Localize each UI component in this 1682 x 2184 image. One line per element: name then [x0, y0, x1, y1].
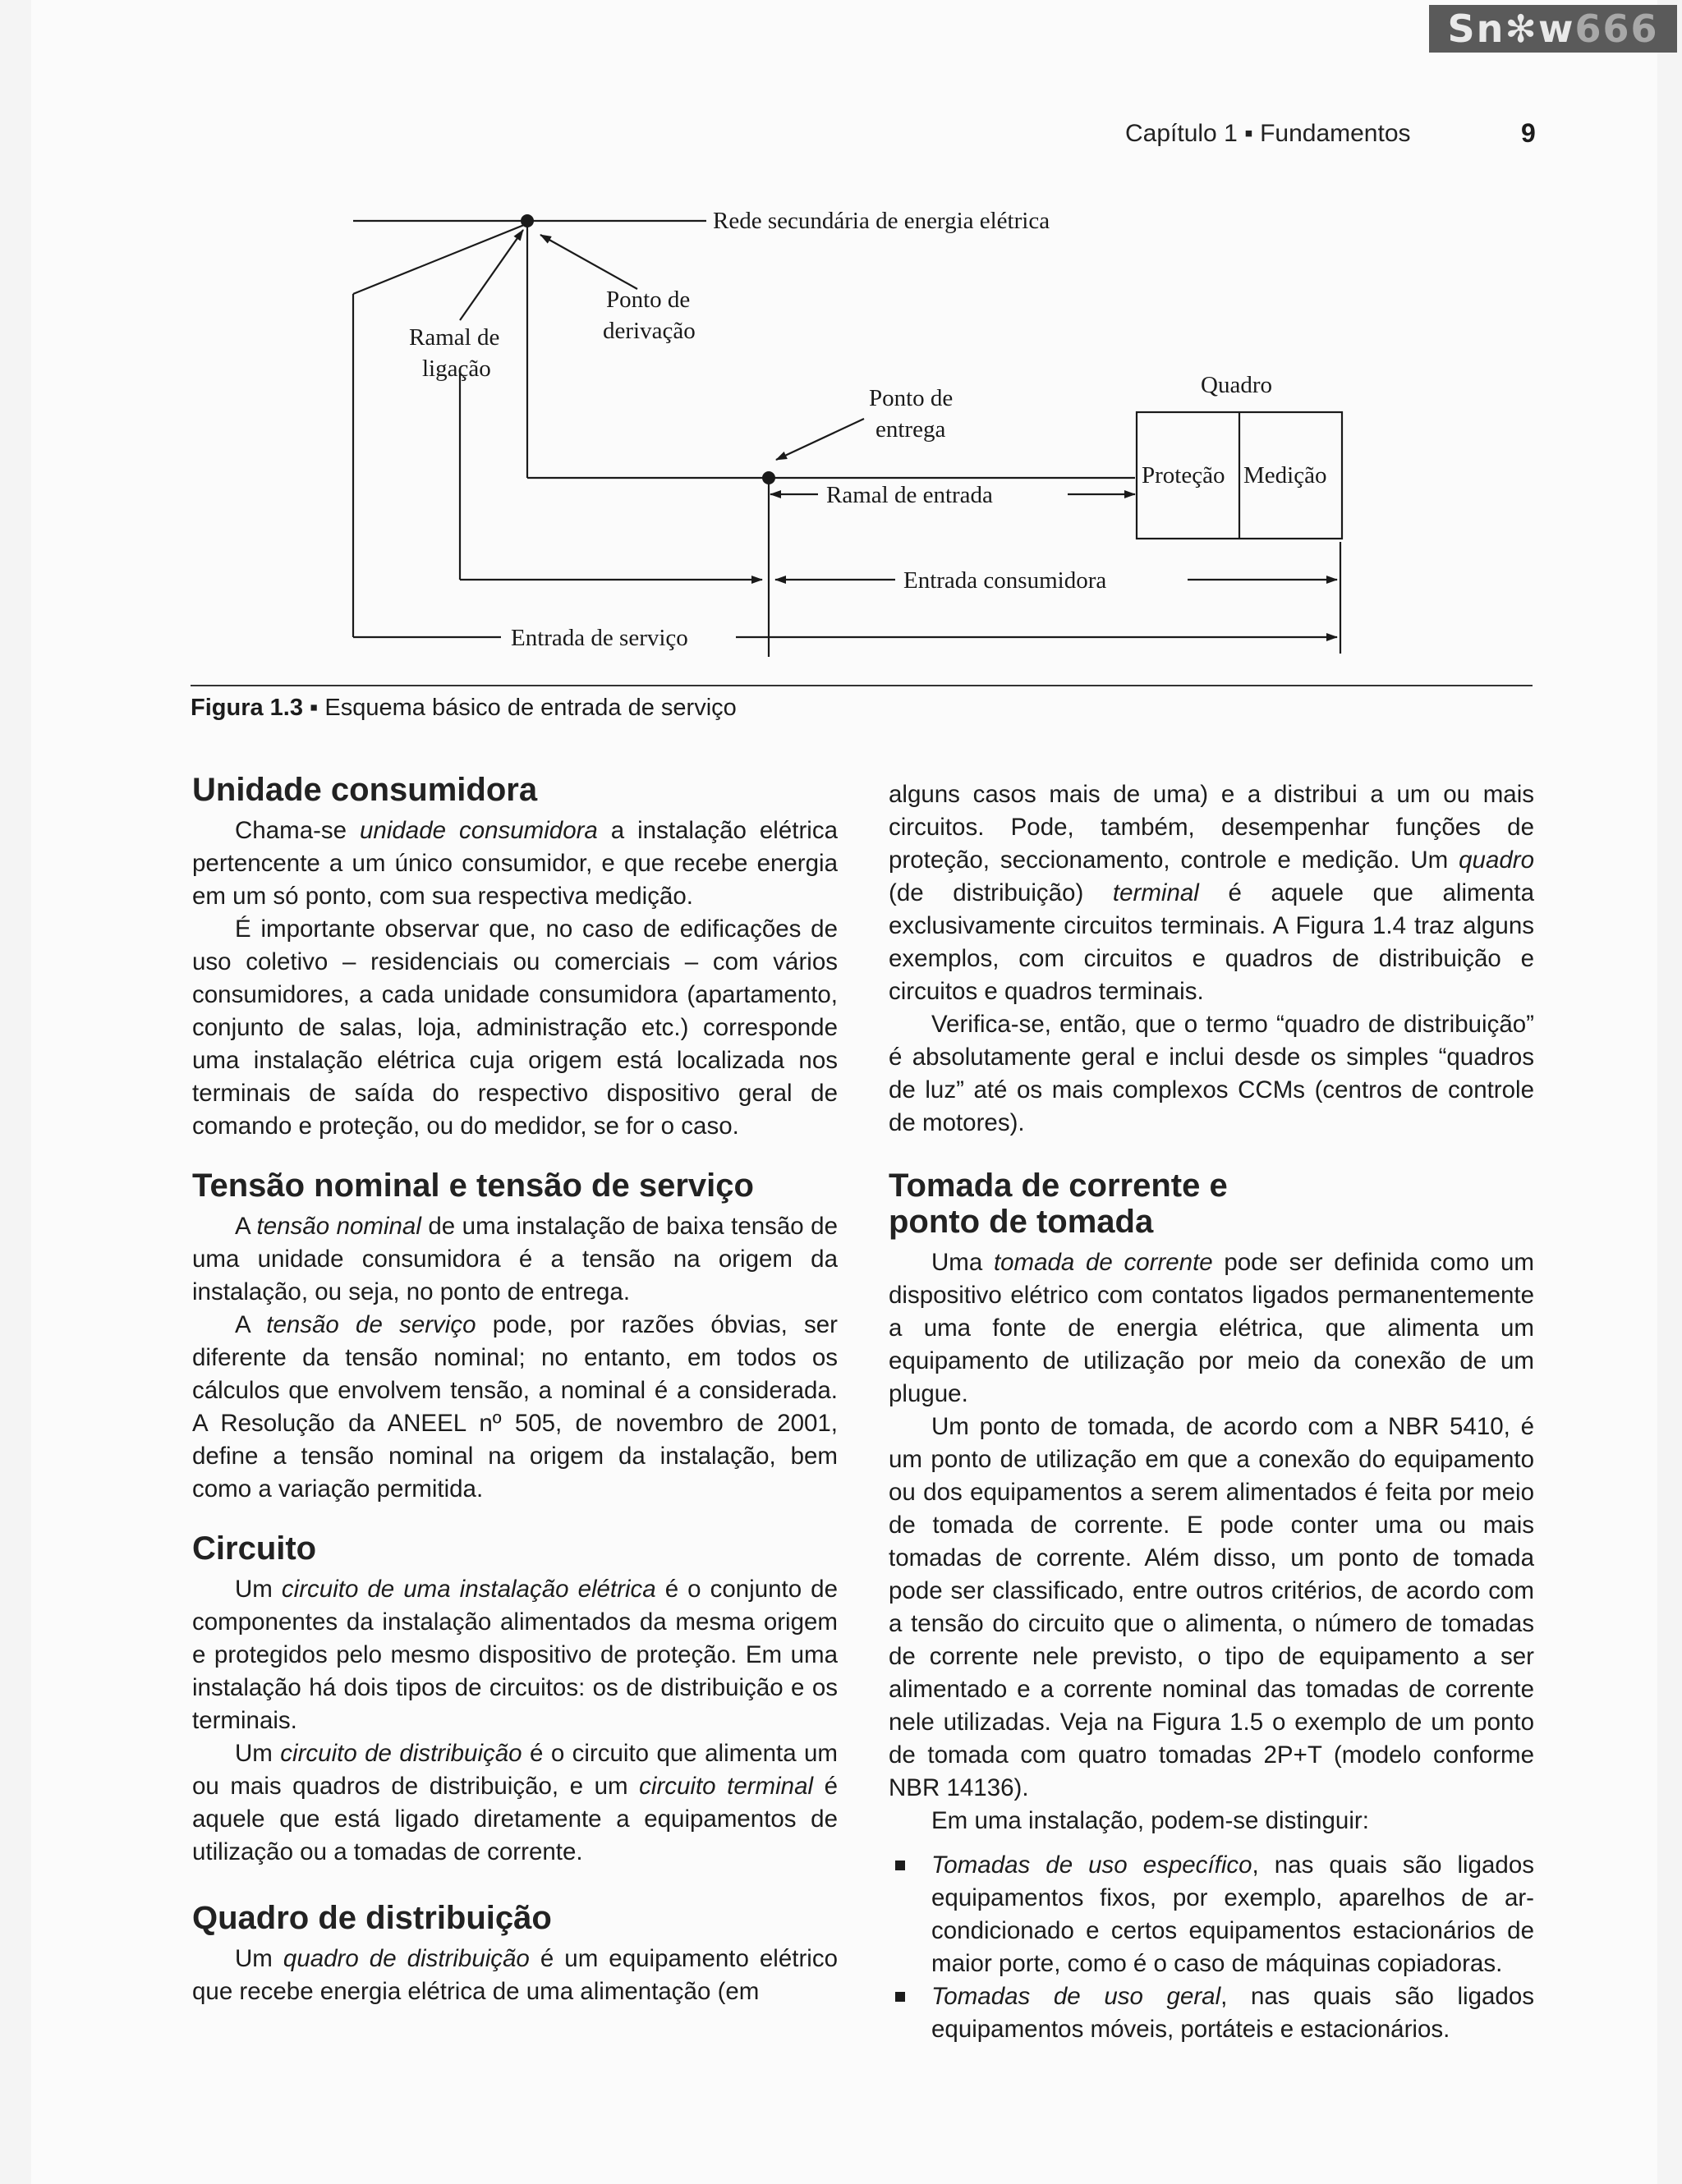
label-rede: Rede secundária de energia elétrica [713, 208, 1050, 234]
paragraph: A tensão de serviço pode, por razões óbvias, ser diferente da tensão nominal; no entanto, em todos os cálculos que envolvem tensão, a nominal é a considerada. A Resolução da ANEEL nº 505, de novembro de 2001, define a tensão nominal na origem da instalação, bem como a variação permitida. [192, 1311, 839, 1503]
running-head: Capítulo 1 ▪ Fundamentos [1125, 120, 1411, 147]
paragraph: Um ponto de tomada, de acordo com a NBR 5410, é um ponto de utilização em que a conexão do equipamento ou dos equipamentos a serem alimentados é feita por meio de tomada de corrente. E pode conter uma ou mais tomadas de corrente. Além disso, um ponto de tomada pode ser classificado, entre outros critérios, de acordo com a tensão do circuito que o alimenta, o número de tomadas de corrente nele previsto, o tipo de equipamento a ser alimentado e a corrente nominal das tomadas de corrente nele utilizadas. Veja na Figura 1.5 o exemplo de um ponto de tomada com quatro tomadas 2P+T (modelo conforme NBR 14136). [889, 1413, 1534, 1801]
label-ramal-ligacao-2: ligação [422, 356, 491, 382]
figure-caption: Figura 1.3 ▪ Esquema básico de entrada de serviço [191, 695, 737, 721]
paragraph: A tensão nominal de uma instalação de baixa tensão de uma unidade consumidora é a tensão na origem da instalação, ou seja, no ponto de entrega. [192, 1213, 838, 1305]
label-protecao: Proteção [1142, 462, 1225, 489]
list-item: Tomadas de uso específico, nas quais são ligados equipamentos fixos, por exemplo, aparelhos de ar-condicionado e certos equipamentos estacionários de maior porte, como é o caso de máquinas copiadoras. [889, 1849, 1534, 1980]
heading-unidade-consumidora: Unidade consumidora [192, 772, 538, 808]
paragraph: Uma tomada de corrente pode ser definida como um dispositivo elétrico com contatos ligados permanentemente a uma fonte de energia elétrica, que alimenta um equipamento de utilização por meio da conexão de um plugue. [889, 1249, 1534, 1407]
heading-circuito: Circuito [192, 1530, 317, 1567]
label-entrada-consumidora: Entrada consumidora [903, 567, 1107, 594]
label-quadro: Quadro [1201, 372, 1272, 398]
paragraph: Verifica-se, então, que o termo “quadro de distribuição” é absolutamente geral e inclui desde os simples “quadros de luz” até os mais complexos CCMs (centros de controle de motores). [889, 1011, 1534, 1136]
heading-tomada: Tomada de corrente e ponto de tomada [889, 1168, 1228, 1240]
label-ponto-entrega-1: Ponto de [869, 385, 954, 411]
label-ponto-derivacao-1: Ponto de [606, 287, 691, 313]
snowflake-icon: ✻ [1505, 7, 1538, 51]
left-column [192, 772, 838, 2008]
heading-quadro-distribuicao: Quadro de distribuição [192, 1900, 552, 1936]
paragraph: alguns casos mais de uma) e a distribui a um ou mais circuitos. Pode, também, desempenhar funções de proteção, seccionamento, controle e medição. Um quadro (de distribuição) terminal é aquele que alimenta exclusivamente circuitos terminais. A Figura 1.4 traz alguns exemplos, com circuitos e quadros de distribuição e circuitos e quadros terminais. [889, 781, 1534, 1005]
label-ponto-entrega-2: entrega [875, 416, 946, 443]
list-item: Tomadas de uso geral, nas quais são ligados equipamentos móveis, portáteis e estacionários. [889, 1980, 1534, 2046]
page-number: 9 [1521, 118, 1536, 148]
label-ponto-derivacao-2: derivação [603, 318, 696, 344]
label-medicao: Medição [1243, 462, 1327, 489]
label-entrada-servico: Entrada de serviço [511, 625, 688, 651]
service-entrance-diagram [329, 197, 1380, 665]
paragraph: Um quadro de distribuição é um equipamento elétrico que recebe energia elétrica de uma alimentação (em [192, 1945, 838, 2005]
bullet-list [889, 1849, 1534, 2046]
paragraph: É importante observar que, no caso de edificações de uso coletivo – residenciais ou comerciais – com vários consumidores, a cada unidade consumidora (apartamento, conjunto de salas, loja, administração etc.) corresponde uma instalação elétrica cuja origem está localizada nos terminais de saída do respectivo dispositivo geral de comando e proteção, ou do medidor, se for o caso. [192, 915, 838, 1140]
paragraph: Um circuito de distribuição é o circuito que alimenta um ou mais quadros de distribuição, e um circuito terminal é aquele que está ligado diretamente a equipamentos de utilização ou a tomadas de corrente. [192, 1740, 839, 1865]
right-column [889, 778, 1534, 2046]
paragraph: Chama-se unidade consumidora a instalação elétrica pertencente a um único consumidor, e que recebe energia em um só ponto, com sua respectiva medição. [192, 817, 838, 910]
derivation-point [521, 214, 534, 227]
figure-rule [191, 685, 1533, 686]
watermark-logo: Sn✻w666 [1429, 5, 1677, 53]
label-ramal-ligacao-1: Ramal de [409, 324, 500, 351]
delivery-point [762, 471, 775, 484]
heading-tensao: Tensão nominal e tensão de serviço [192, 1168, 754, 1204]
paragraph: Um circuito de uma instalação elétrica é o conjunto de componentes da instalação alimentados da mesma origem e protegidos pelo mesmo dispositivo de proteção. Em uma instalação há dois tipos de circuitos: os de distribuição e os terminais. [192, 1576, 838, 1734]
paragraph: Em uma instalação, podem-se distinguir: [931, 1807, 1369, 1834]
label-ramal-entrada: Ramal de entrada [826, 482, 993, 508]
